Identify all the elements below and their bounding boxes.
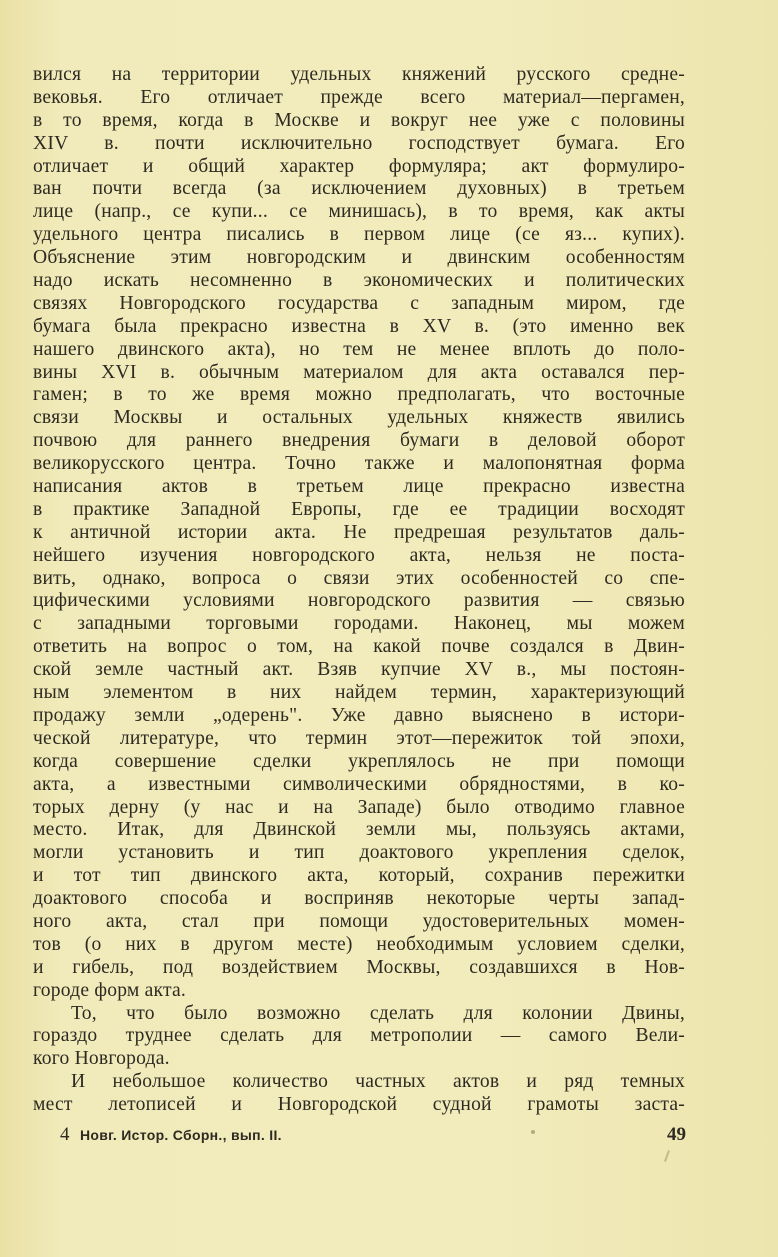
text-line: вился на территории удельных княжений русского средне-	[33, 64, 685, 85]
paragraph-end-line: кого Новгорода.	[33, 1048, 170, 1070]
text-line: когда совершение сделки укреплялось не при помощи	[33, 750, 685, 772]
paper-scratch	[664, 1150, 670, 1162]
text-line: вековья. Его отличает прежде всего материал—пергамен,	[33, 86, 685, 108]
text-line: надо искать несомненно в экономических и политических	[33, 270, 685, 292]
text-line: акта, а известными символическими обрядностями, в ко-	[33, 773, 685, 795]
text-line: XIV в. почти исключительно господствует бумага. Его	[33, 132, 685, 154]
text-line: доактового способа и восприняв некоторые черты запад-	[33, 888, 685, 910]
text-line: гораздо труднее сделать для метрополии — самого Вели-	[33, 1025, 685, 1047]
text-line: ской земле частный акт. Взяв купчие XV в., мы постоян-	[33, 659, 685, 681]
text-line: связи Москвы и остальных удельных княжеств явились	[33, 407, 685, 429]
text-line: ческой литературе, что термин этот—пережиток той эпохи,	[33, 727, 685, 749]
text-line: нашего двинского акта), но тем не менее вплоть до поло-	[33, 338, 685, 360]
text-line: в то время, когда в Москве и вокруг нее уже с половины	[33, 109, 685, 131]
text-line: и гибель, под воздействием Москвы, создавшихся в Нов-	[33, 956, 685, 978]
signature-text: Новг. Истор. Сборн., вып. II.	[80, 1127, 282, 1143]
text-line: с западными торговыми городами. Наконец, мы можем	[33, 613, 685, 635]
signature-number: 4	[60, 1124, 70, 1145]
text-line: цифическими условиями новгородского развития — связью	[33, 590, 685, 612]
print-speck	[531, 1130, 535, 1134]
page-number: 49	[667, 1124, 686, 1145]
text-line: мест летописей и Новгородской судной грамоты заста-	[33, 1094, 685, 1116]
text-line: великорусского центра. Точно также и малопонятная форма	[33, 453, 685, 475]
text-line: удельного центра писались в первом лице (се яз... купих).	[33, 224, 685, 246]
text-line: лице (напр., се купи... се минишась), в то время, как акты	[33, 201, 685, 223]
text-line: торых дерну (у нас и на Западе) было отводимо главное	[33, 796, 685, 818]
text-line: ным элементом в них найдем термин, характеризующий	[33, 682, 685, 704]
text-line: в практике Западной Европы, где ее традиции восходят	[33, 498, 685, 520]
text-line: могли установить и тип доактового укрепления сделок,	[33, 842, 685, 864]
paragraph-end-line: городе форм акта.	[33, 979, 186, 1001]
paragraph-start-line: То, что было возможно сделать для колонии Двины,	[71, 1002, 685, 1024]
text-line: связях Новгородского государства с западным миром, где	[33, 292, 685, 314]
text-line: к античной истории акта. Не предрешая результатов даль-	[33, 521, 685, 543]
text-line: продажу земли „одерень". Уже давно выяснено в истори-	[33, 704, 685, 726]
text-line: ван почти всегда (за исключением духовных) в третьем	[33, 178, 685, 200]
text-line: почвою для раннего внедрения бумаги в деловой оборот	[33, 430, 685, 452]
page-footer	[60, 1124, 686, 1148]
text-line: ответить на вопрос о том, на какой почве создался в Двин-	[33, 636, 685, 658]
text-line: вины XVI в. обычным материалом для акта оставался пер-	[33, 361, 685, 383]
text-line: написания актов в третьем лице прекрасно известна	[33, 476, 685, 498]
text-line: нейшего изучения новгородского акта, нельзя не поста-	[33, 544, 685, 566]
text-line: вить, однако, вопроса о связи этих особенностей со спе-	[33, 567, 685, 589]
text-line: Объяснение этим новгородским и двинским особенностям	[33, 247, 685, 269]
text-line: бумага была прекрасно известна в XV в. (это именно век	[33, 315, 685, 337]
text-line: гамен; в то же время можно предполагать, что восточные	[33, 384, 685, 406]
printer-signature	[60, 1124, 282, 1146]
text-line: тов (о них в другом месте) необходимым условием сделки,	[33, 933, 685, 955]
text-line: и тот тип двинского акта, который, сохранив пережитки	[33, 865, 685, 887]
text-line: ного акта, стал при помощи удостоверительных момен-	[33, 910, 685, 932]
text-line: отличает и общий характер формуляра; акт формулиро-	[33, 155, 685, 177]
text-line: место. Итак, для Двинской земли мы, пользуясь актами,	[33, 819, 685, 841]
body-text	[33, 64, 685, 1117]
paragraph-start-line: И небольшое количество частных актов и ряд темных	[71, 1071, 685, 1093]
